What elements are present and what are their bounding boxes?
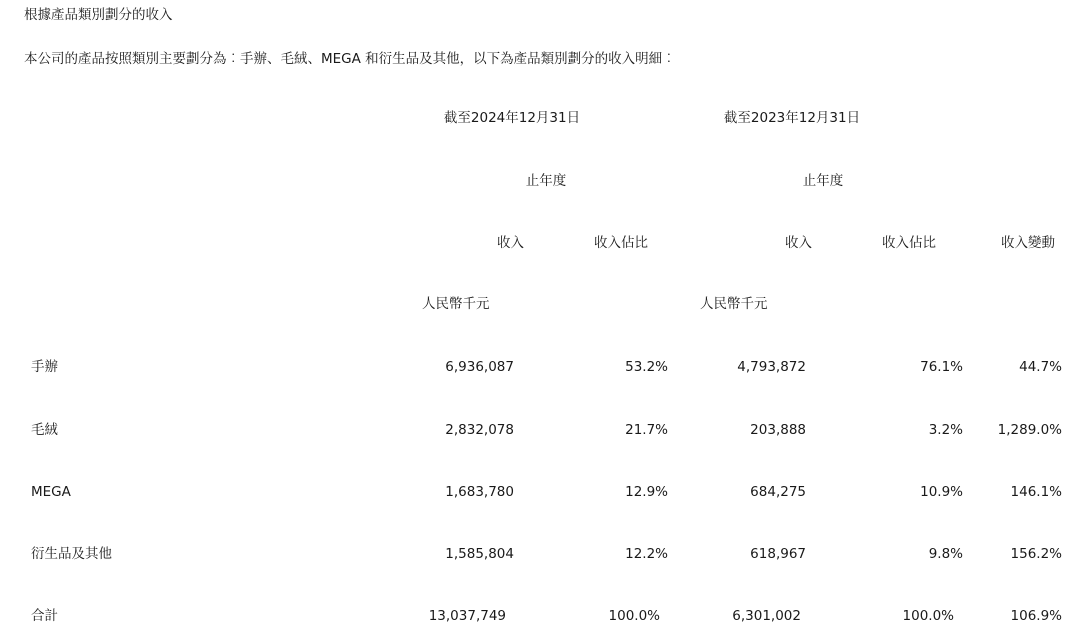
cell-share-2023: 10.9%: [920, 484, 963, 500]
section-heading: 根據產品類別劃分的收入: [24, 7, 173, 23]
cell-share-2024: 12.2%: [625, 546, 668, 562]
cell-revenue-2024: 6,936,087: [445, 359, 514, 375]
cell-revenue-2024: 13,037,749: [428, 608, 506, 624]
col-header-revenue-2023: 收入: [785, 235, 812, 251]
cell-share-2024: 21.7%: [625, 422, 668, 438]
cell-revenue-2023: 684,275: [750, 484, 806, 500]
cell-change: 146.1%: [1010, 484, 1062, 500]
col-header-change: 收入變動: [1001, 235, 1055, 251]
col-header-revenue-2024: 收入: [497, 235, 524, 251]
cell-share-2023: 100.0%: [902, 608, 954, 624]
cell-revenue-2023: 618,967: [750, 546, 806, 562]
cell-change: 156.2%: [1010, 546, 1062, 562]
unit-label-2023: 人民幣千元: [700, 296, 768, 312]
unit-label-2024: 人民幣千元: [422, 296, 490, 312]
cell-revenue-2024: 1,683,780: [445, 484, 514, 500]
period-header-2023: 截至2023年12月31日: [723, 110, 861, 126]
cell-revenue-2023: 203,888: [750, 422, 806, 438]
cell-change: 106.9%: [1010, 608, 1062, 624]
cell-share-2024: 12.9%: [625, 484, 668, 500]
row-label: 衍生品及其他: [31, 546, 112, 562]
col-header-share-2023: 收入佔比: [882, 235, 936, 251]
cell-share-2023: 3.2%: [928, 422, 963, 438]
cell-share-2024: 53.2%: [625, 359, 668, 375]
cell-revenue-2023: 4,793,872: [737, 359, 806, 375]
year-label-2023: 止年度: [802, 173, 844, 189]
cell-revenue-2024: 1,585,804: [445, 546, 514, 562]
cell-revenue-2023: 6,301,002: [732, 608, 801, 624]
year-label-2024: 止年度: [525, 173, 567, 189]
intro-paragraph: 本公司的產品按照類別主要劃分為︰手辦、毛絨、MEGA 和衍生品及其他，以下為產品類別劃分的收入明細︰: [24, 51, 676, 67]
cell-share-2023: 9.8%: [928, 546, 963, 562]
period-header-2024: 截至2024年12月31日: [443, 110, 581, 126]
cell-revenue-2024: 2,832,078: [445, 422, 514, 438]
row-label: MEGA: [31, 484, 71, 500]
cell-share-2023: 76.1%: [920, 359, 963, 375]
row-label: 手辦: [31, 359, 58, 375]
row-label-total: 合計: [31, 608, 58, 624]
cell-share-2024: 100.0%: [608, 608, 660, 624]
row-label: 毛絨: [31, 422, 58, 438]
cell-change: 1,289.0%: [997, 422, 1062, 438]
cell-change: 44.7%: [1019, 359, 1062, 375]
col-header-share-2024: 收入佔比: [594, 235, 648, 251]
